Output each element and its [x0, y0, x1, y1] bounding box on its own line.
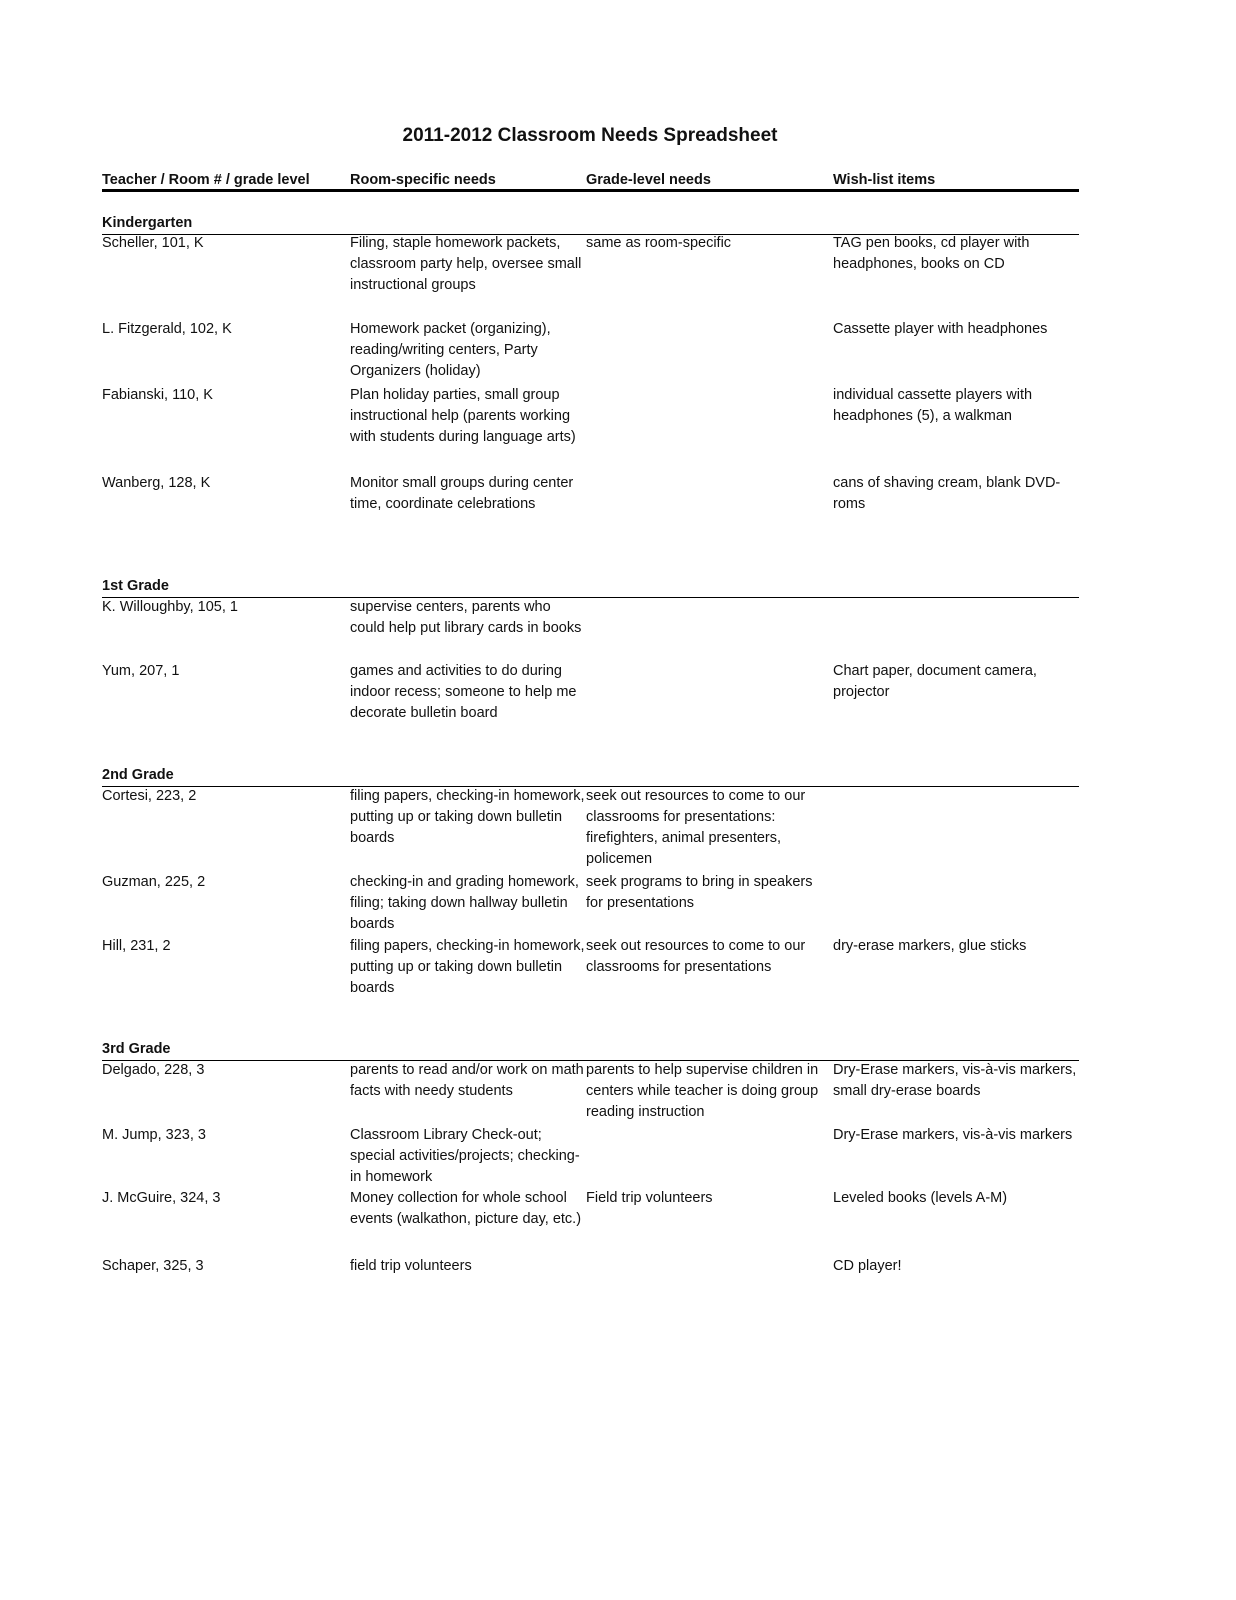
grade-needs-cell: seek out resources to come to our classrooms for presentations	[586, 938, 806, 975]
room-needs-cell: Money collection for whole school events (walkathon, picture day, etc.)	[350, 1190, 582, 1227]
wish-list-cell: individual cassette players with headphones (5), a walkman	[833, 387, 1033, 424]
room-needs-cell: field trip volunteers	[350, 1258, 472, 1274]
room-needs-cell: checking-in and grading homework, filing; taking down hallway bulletin boards	[350, 874, 579, 932]
teacher-cell: J. McGuire, 324, 3	[102, 1190, 221, 1206]
wish-list-cell: Cassette player with headphones	[833, 321, 1048, 337]
section-title: 2nd Grade	[102, 767, 174, 783]
room-needs-cell: parents to read and/or work on math facts with needy students	[350, 1062, 584, 1099]
grade-needs-cell: Field trip volunteers	[586, 1190, 713, 1206]
section-title: 1st Grade	[102, 578, 169, 594]
wish-list-cell: Dry-Erase markers, vis-à-vis markers	[833, 1127, 1073, 1143]
room-needs-cell: filing papers, checking-in homework, putting up or taking down bulletin boards	[350, 788, 585, 846]
room-needs-cell: filing papers, checking-in homework, putting up or taking down bulletin boards	[350, 938, 585, 996]
teacher-cell: Schaper, 325, 3	[102, 1258, 204, 1274]
wish-list-cell: Chart paper, document camera, projector	[833, 663, 1037, 700]
section-kindergarten	[102, 213, 1079, 533]
room-needs-cell: games and activities to do during indoor recess; someone to help me decorate bulletin board	[350, 663, 577, 721]
column-header-room-needs: Room-specific needs	[350, 172, 496, 188]
teacher-cell: Scheller, 101, K	[102, 235, 204, 251]
section-2nd-grade	[102, 765, 1079, 1005]
section-title: Kindergarten	[102, 215, 193, 231]
wish-list-cell: cans of shaving cream, blank DVD-roms	[833, 475, 1061, 512]
section-1st-grade	[102, 576, 1079, 726]
teacher-cell: Fabianski, 110, K	[102, 387, 213, 403]
section-3rd-grade	[102, 1039, 1079, 1289]
teacher-cell: Cortesi, 223, 2	[102, 788, 197, 804]
room-needs-cell: Plan holiday parties, small group instructional help (parents working with students during language arts)	[350, 387, 576, 445]
wish-list-cell: Leveled books (levels A-M)	[833, 1190, 1008, 1206]
room-needs-cell: Monitor small groups during center time, coordinate celebrations	[350, 475, 574, 512]
page-title: 2011-2012 Classroom Needs Spreadsheet	[402, 125, 778, 146]
grade-needs-cell: seek programs to bring in speakers for presentations	[586, 874, 813, 911]
column-header-grade-needs: Grade-level needs	[586, 172, 711, 188]
wish-list-cell: dry-erase markers, glue sticks	[833, 938, 1027, 954]
wish-list-cell: TAG pen books, cd player with headphones, books on CD	[833, 235, 1030, 272]
teacher-cell: Delgado, 228, 3	[102, 1062, 205, 1078]
teacher-cell: Wanberg, 128, K	[102, 475, 211, 491]
teacher-cell: Guzman, 225, 2	[102, 874, 206, 890]
room-needs-cell: Classroom Library Check-out; special activities/projects; checking-in homework	[350, 1127, 580, 1185]
wish-list-cell: Dry-Erase markers, vis-à-vis markers, small dry-erase boards	[833, 1062, 1077, 1099]
teacher-cell: K. Willoughby, 105, 1	[102, 599, 238, 615]
header-rule	[102, 189, 1079, 192]
room-needs-cell: Homework packet (organizing), reading/writing centers, Party Organizers (holiday)	[350, 321, 551, 379]
room-needs-cell: Filing, staple homework packets, classroom party help, oversee small instructional groups	[350, 235, 582, 293]
teacher-cell: Yum, 207, 1	[102, 663, 180, 679]
teacher-cell: L. Fitzgerald, 102, K	[102, 321, 232, 337]
teacher-cell: Hill, 231, 2	[102, 938, 171, 954]
grade-needs-cell: same as room-specific	[586, 235, 732, 251]
column-header-wish-list: Wish-list items	[833, 172, 936, 188]
grade-needs-cell: seek out resources to come to our classrooms for presentations: firefighters, animal presenters, policemen	[586, 788, 806, 867]
grade-needs-cell: parents to help supervise children in centers while teacher is doing group reading instruction	[586, 1062, 819, 1120]
column-header-teacher: Teacher / Room # / grade level	[102, 172, 310, 188]
wish-list-cell: CD player!	[833, 1258, 902, 1274]
room-needs-cell: supervise centers, parents who could help put library cards in books	[350, 599, 582, 636]
section-title: 3rd Grade	[102, 1041, 171, 1057]
teacher-cell: M. Jump, 323, 3	[102, 1127, 206, 1143]
